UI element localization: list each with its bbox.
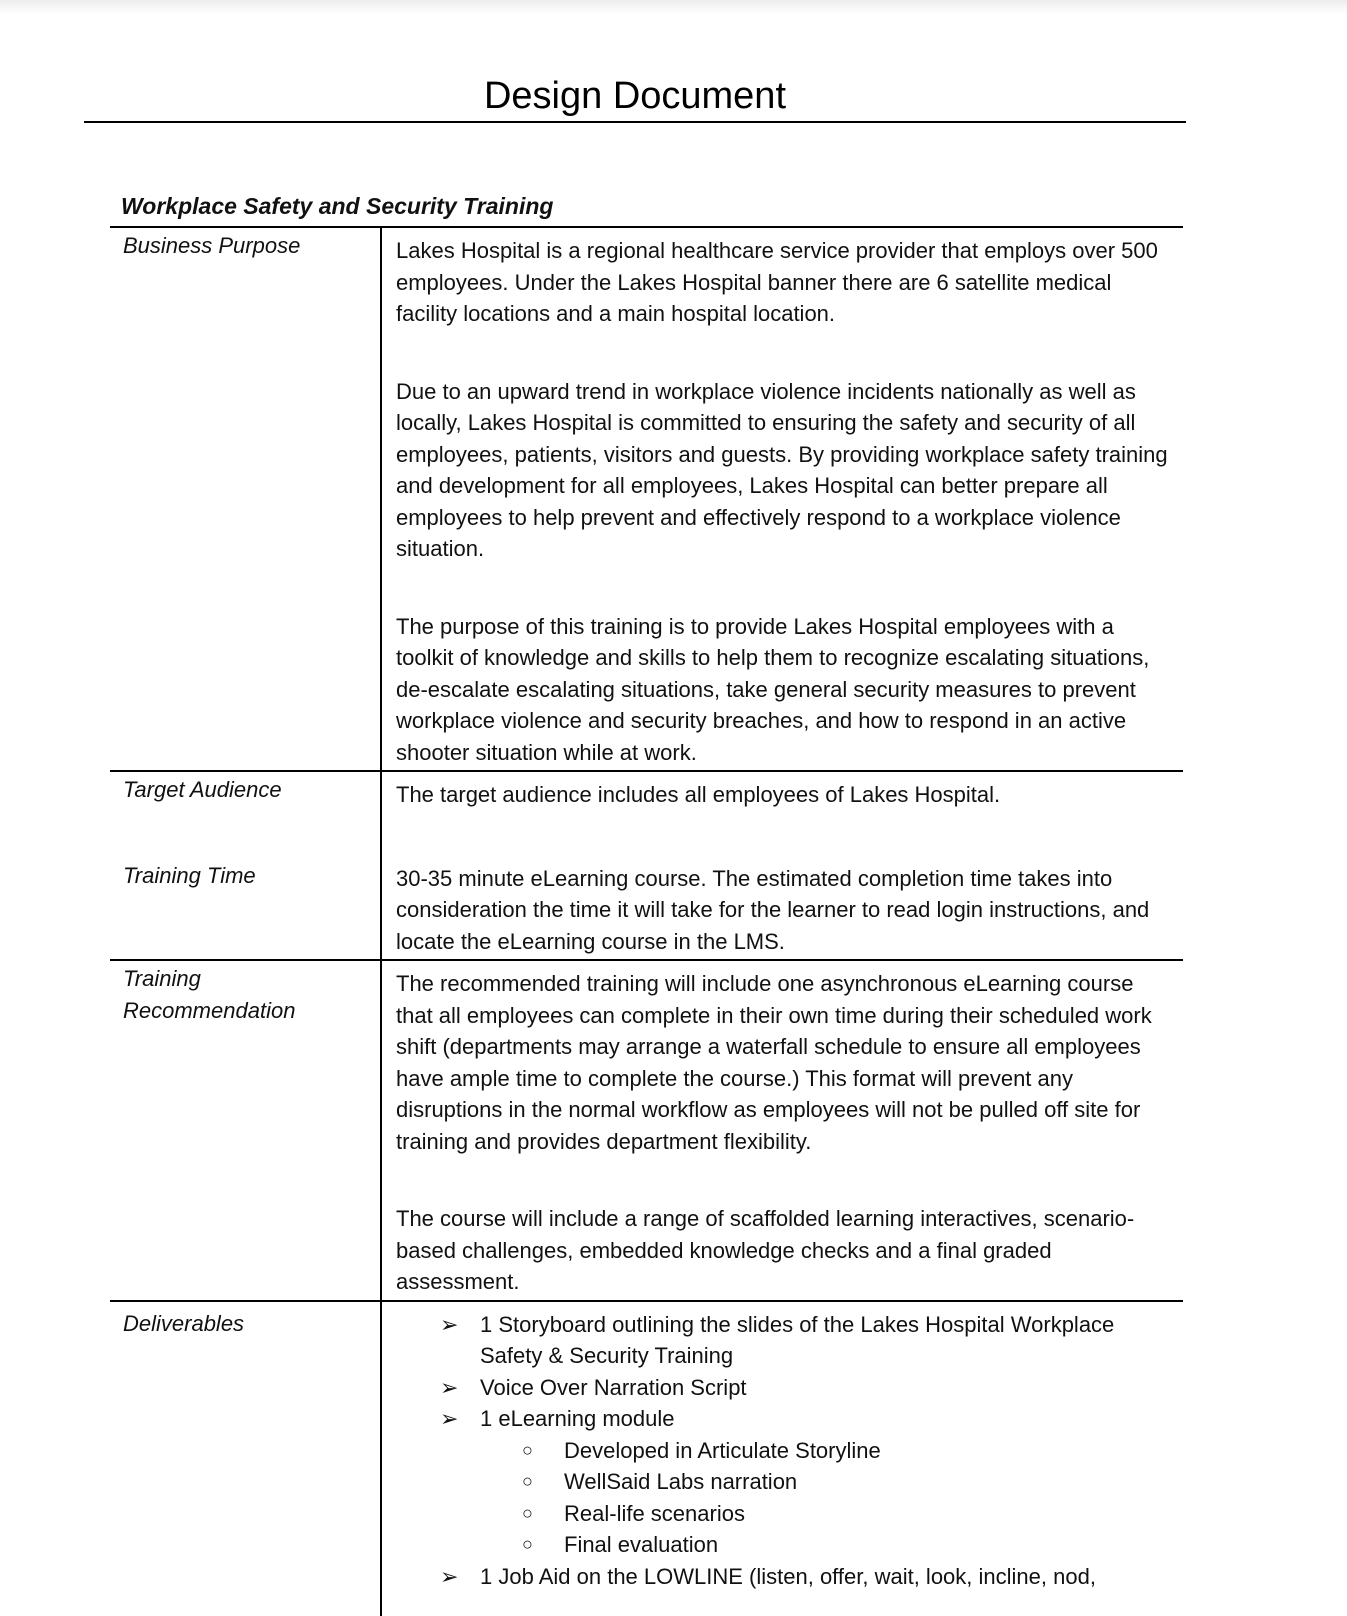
recommendation-label-line1: Training	[123, 966, 201, 991]
circle-bullet-icon: ○	[522, 1534, 533, 1554]
row-content-business-purpose	[381, 227, 1183, 771]
target-audience-label: Target Audience	[123, 777, 282, 802]
list-item	[440, 1372, 1169, 1404]
list-item	[440, 1403, 1169, 1561]
document-title: Design Document	[483, 75, 787, 117]
list-item	[440, 1309, 1169, 1372]
arrow-bullet-icon: ➢	[440, 1311, 459, 1337]
row-content-audience-time	[381, 771, 1183, 960]
module-subitem-text: Developed in Articulate Storyline	[564, 1437, 881, 1463]
list-item	[522, 1466, 1169, 1498]
arrow-bullet-icon: ➢	[440, 1406, 459, 1431]
business-purpose-paragraph: Lakes Hospital is a regional healthcare service provider that employs over 500 employees. Under the Lakes Hospital banner there are 6 satellite medical facility locations and a main hospital location.	[396, 238, 1158, 326]
design-table	[110, 226, 1183, 1616]
recommendation-paragraph: The recommended training will include one asynchronous eLearning course that all employees can complete in their own time during their scheduled work shift (departments may arrange a waterfall schedule to ensure all employees have ample time to complete the course.) This format will prevent any disruptions in the normal workflow as employees will not be pulled off site for training and provides department flexibility.	[396, 971, 1152, 1154]
arrow-bullet-icon: ➢	[440, 1563, 459, 1589]
training-time-label: Training Time	[123, 862, 256, 888]
training-time-text: 30-35 minute eLearning course. The estimated completion time takes into consideration the time it will take for the learner to read login instructions, and locate the eLearning course in the LMS.	[396, 865, 1150, 954]
business-purpose-paragraph: Due to an upward trend in workplace violence incidents nationally as well as locally, Lakes Hospital is committed to ensuring the safety and security of all employees, patients, visitors and guests. By providing workplace safety training and development for all employees, Lakes Hospital can better prepare all employees to help prevent and effectively respond to a workplace violence situation.	[396, 378, 1168, 561]
row-content-deliverables	[381, 1301, 1183, 1616]
deliverables-list	[396, 1309, 1169, 1593]
recommendation-paragraph: The course will include a range of scaffolded learning interactives, scenario-based challenges, embedded knowledge checks and a final graded assessment.	[396, 1206, 1135, 1294]
deliverable-text: 1 Storyboard outlining the slides of the Lakes Hospital Workplace Safety & Security Training	[480, 1311, 1115, 1368]
circle-bullet-icon: ○	[522, 1471, 533, 1491]
list-item	[522, 1435, 1169, 1467]
table-row-recommendation	[110, 960, 1183, 1301]
module-sublist	[480, 1435, 1169, 1561]
circle-bullet-icon: ○	[522, 1502, 533, 1523]
deliverable-text: 1 eLearning module	[480, 1406, 675, 1431]
module-subitem-text: Real-life scenarios	[564, 1500, 745, 1526]
recommendation-label-line2: Recommendation	[123, 997, 296, 1023]
table-row-deliverables	[110, 1301, 1183, 1616]
row-label-deliverables: Deliverables	[110, 1301, 381, 1616]
table-row-business-purpose	[110, 227, 1183, 771]
deliverable-text: Voice Over Narration Script	[480, 1374, 747, 1400]
circle-bullet-icon: ○	[522, 1439, 533, 1460]
row-label-audience-time	[110, 771, 381, 960]
list-item	[522, 1529, 1169, 1561]
arrow-bullet-icon: ➢	[440, 1374, 459, 1400]
list-item	[522, 1498, 1169, 1530]
deliverable-text: 1 Job Aid on the LOWLINE (listen, offer, wait, look, incline, nod,	[480, 1563, 1096, 1589]
target-audience-text: The target audience includes all employees of Lakes Hospital.	[396, 782, 1001, 807]
list-item	[440, 1561, 1169, 1593]
module-subitem-text: Final evaluation	[564, 1532, 719, 1557]
row-label-business-purpose: Business Purpose	[110, 227, 381, 771]
row-label-recommendation	[110, 960, 381, 1301]
table-row-audience-time	[110, 771, 1183, 960]
section-title: Workplace Safety and Security Training	[121, 193, 554, 219]
module-subitem-text: WellSaid Labs narration	[564, 1469, 798, 1494]
viewer-top-shadow	[0, 0, 1347, 14]
title-underline	[84, 121, 1186, 123]
row-content-recommendation	[381, 960, 1183, 1301]
business-purpose-paragraph: The purpose of this training is to provide Lakes Hospital employees with a toolkit of knowledge and skills to help them to recognize escalating situations, de-escalate escalating situations, take general security measures to prevent workplace violence and security breaches, and how to respond in an active shooter situation while at work.	[396, 613, 1150, 765]
